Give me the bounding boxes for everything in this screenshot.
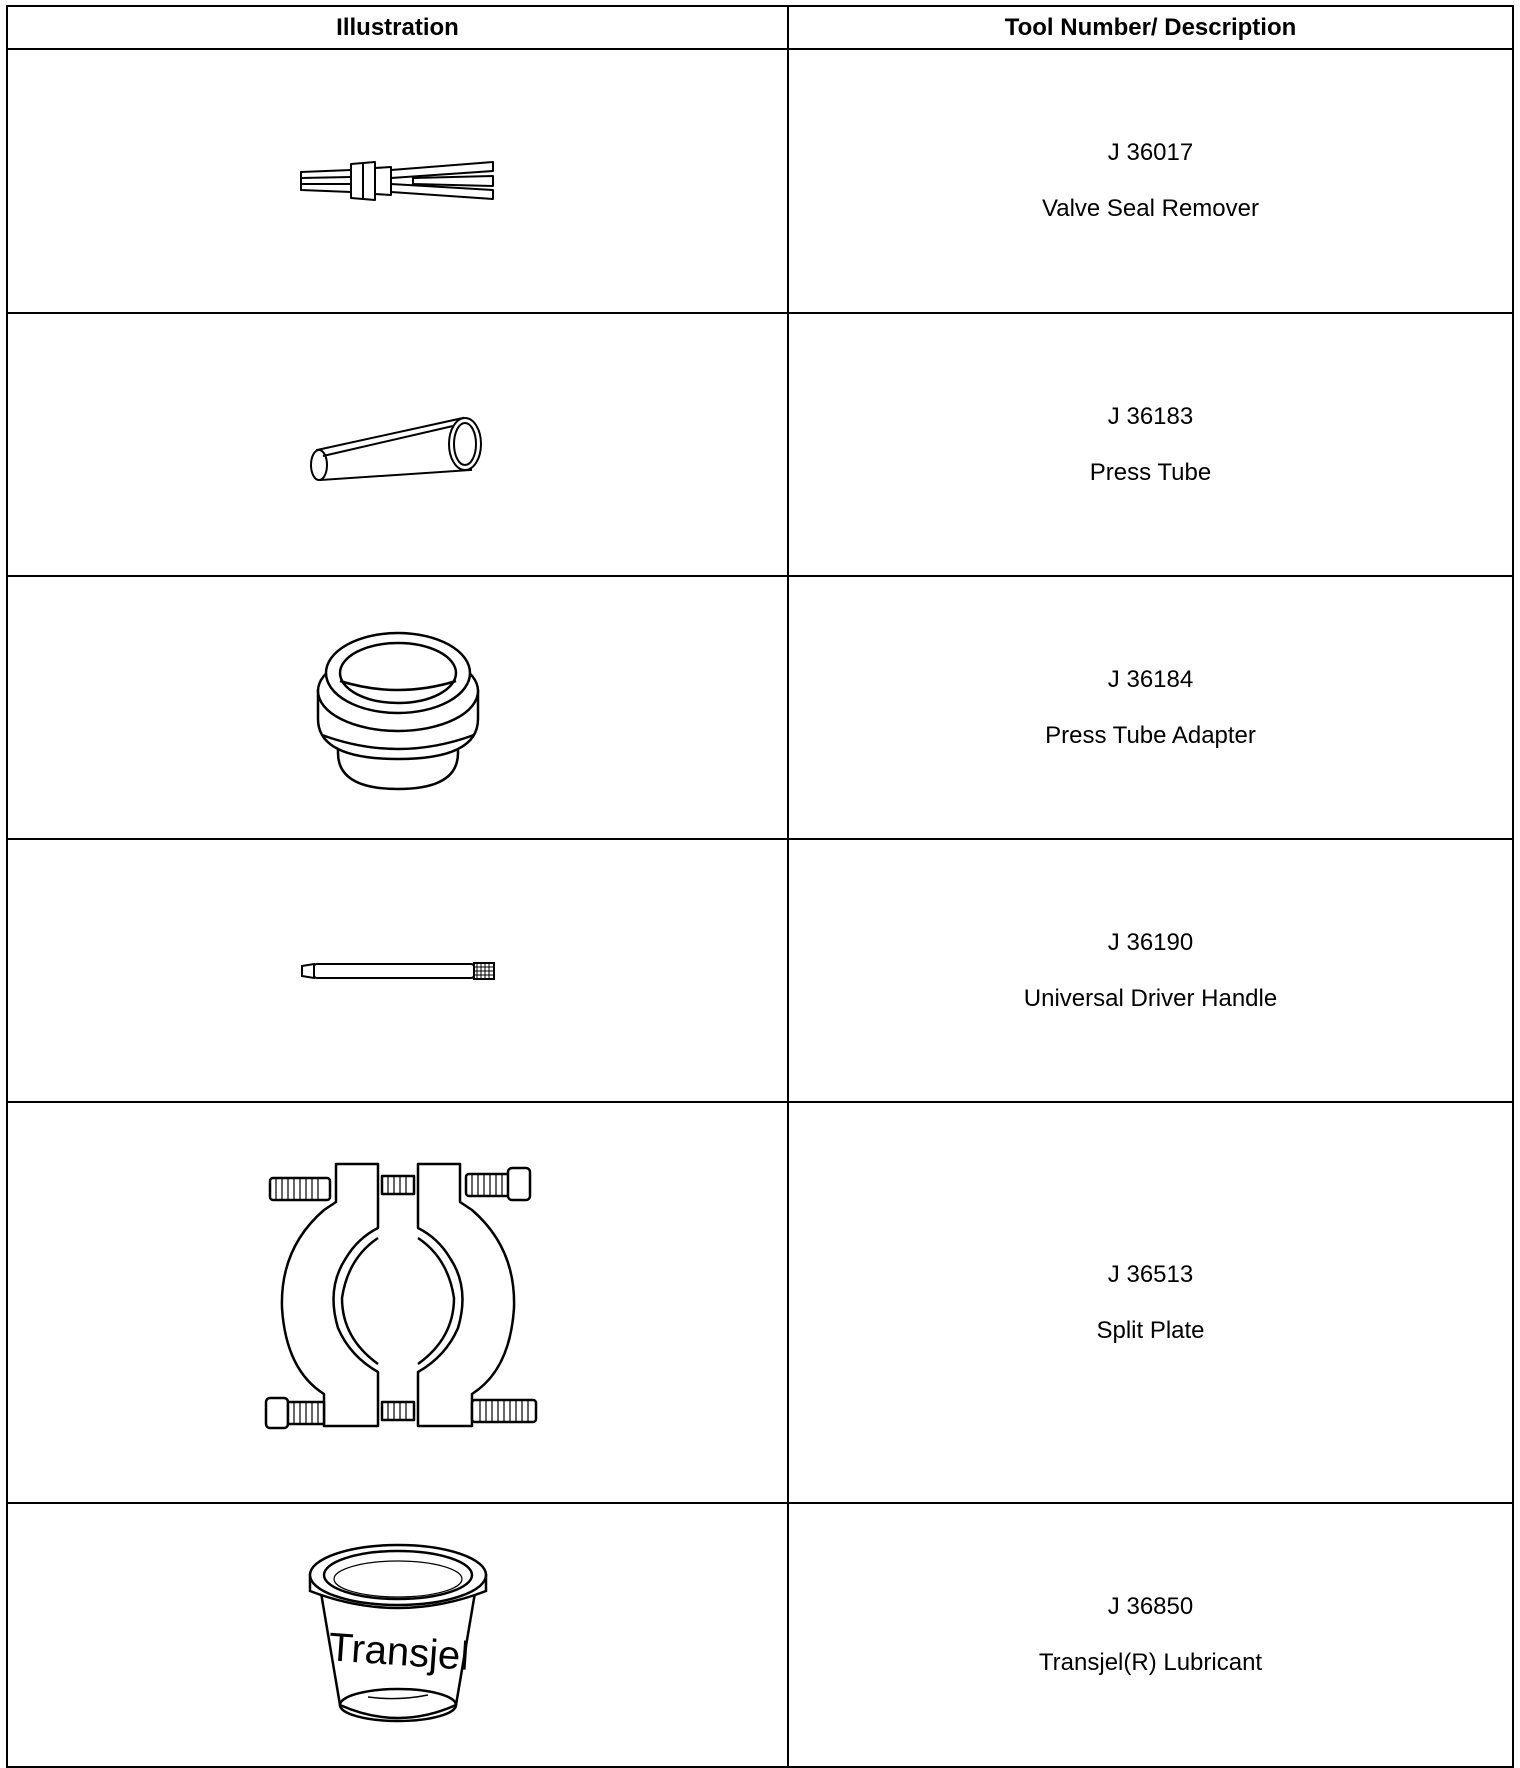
tool-description: Universal Driver Handle [1023, 984, 1278, 1012]
description-cell [788, 313, 1513, 576]
illustration-cell [7, 839, 788, 1102]
tool-description: Transjel(R) Lubricant [1038, 1649, 1263, 1676]
table-row [7, 1102, 1513, 1503]
table-row [7, 49, 1513, 313]
tool-number: J 36190 [1107, 928, 1194, 956]
description-cell [788, 576, 1513, 839]
illustration-cell [7, 49, 788, 313]
table-row [7, 576, 1513, 839]
tool-number: J 36183 [1107, 402, 1194, 430]
table-row [7, 839, 1513, 1102]
illustration-cell [7, 576, 788, 839]
lubricant-tub-icon [298, 1535, 498, 1735]
tool-description: Press Tube Adapter [1045, 721, 1256, 749]
header-illustration: Illustration [7, 6, 788, 49]
tool-number: J 36513 [1107, 1260, 1194, 1288]
table-row [7, 1503, 1513, 1767]
tool-number: J 36184 [1107, 665, 1194, 693]
tool-number: J 36017 [1107, 139, 1194, 166]
description-cell [788, 1503, 1513, 1767]
split-plate-icon [258, 1158, 538, 1448]
press-tube-adapter-icon [298, 623, 498, 793]
header-tool-number-description: Tool Number/ Description [788, 6, 1513, 49]
press-tube-icon [303, 400, 493, 490]
header-row [7, 6, 1513, 49]
tool-description: Valve Seal Remover [1042, 195, 1259, 222]
driver-handle-icon [298, 956, 498, 986]
illustration-cell [7, 313, 788, 576]
lubricant-label: Transjel [326, 1625, 471, 1679]
description-cell [788, 1102, 1513, 1503]
illustration-cell [7, 1102, 788, 1503]
tool-table [6, 5, 1514, 1768]
description-cell [788, 49, 1513, 313]
tool-number: J 36850 [1107, 1593, 1194, 1620]
description-cell [788, 839, 1513, 1102]
illustration-cell [7, 1503, 788, 1767]
valve-seal-remover-icon [293, 156, 503, 206]
table-row [7, 313, 1513, 576]
tool-description: Split Plate [1096, 1316, 1205, 1344]
tool-description: Press Tube [1089, 458, 1212, 486]
